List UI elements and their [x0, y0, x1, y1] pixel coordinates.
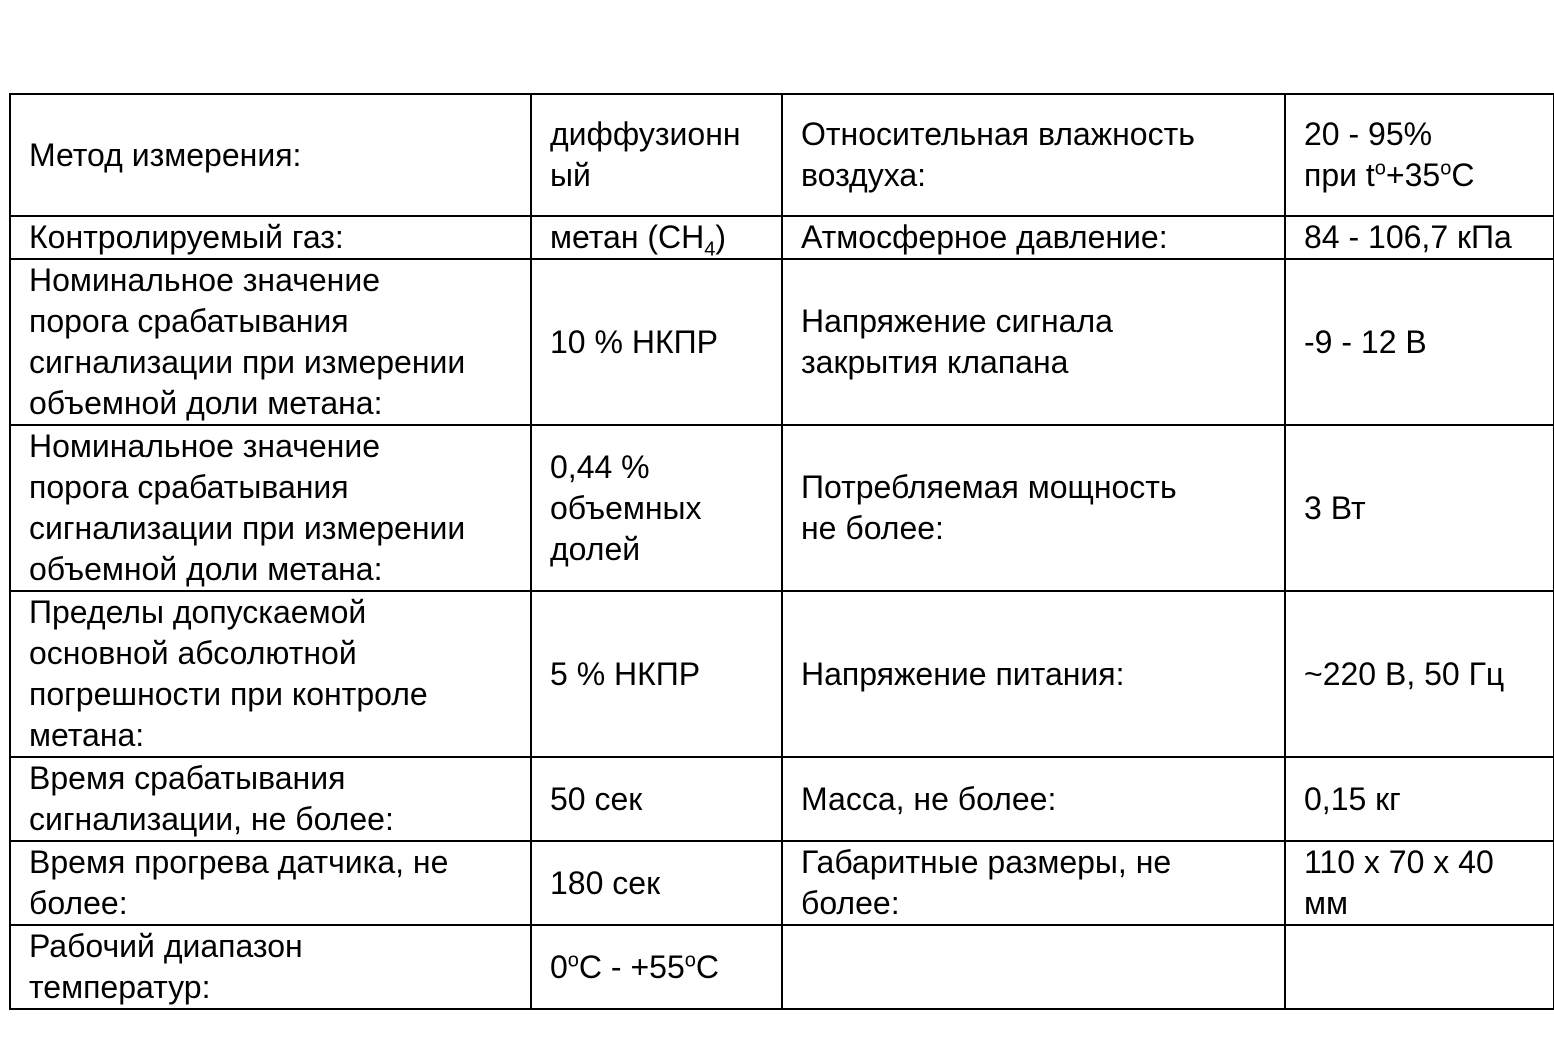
param-value-left: диффузионн ый [531, 94, 782, 216]
param-label-right: Потребляемая мощность не более: [782, 425, 1285, 591]
humidity-value: 20 - 95% при $t^o+35^oC$ [1304, 116, 1475, 193]
param-label-right: Напряжение сигнала закрытия клапана [782, 259, 1285, 425]
param-label-left: Метод измерения: [10, 94, 531, 216]
table-row [10, 757, 1554, 841]
param-label-left: Время срабатывания сигнализации, не более: [10, 757, 531, 841]
table-row [10, 925, 1554, 1009]
param-label-right: Напряжение питания: [782, 591, 1285, 757]
param-label-left: Рабочий диапазон температур: [10, 925, 531, 1009]
specifications-table [9, 93, 1554, 1010]
param-label-left: Номинальное значение порога срабатывания сигнализации при измерении объемной доли метана: [10, 425, 531, 591]
param-value-left: 180 сек [531, 841, 782, 925]
param-value-right: -9 - 12 В [1285, 259, 1554, 425]
param-label-right: Атмосферное давление: [782, 216, 1285, 259]
table-row [10, 841, 1554, 925]
param-label-left: Номинальное значение порога срабатывания сигнализации при измерении объемной доли метана: [10, 259, 531, 425]
param-label-left: Контролируемый газ: [10, 216, 531, 259]
param-label-right [782, 925, 1285, 1009]
gas-formula: метан $(CH_4)$ [550, 219, 727, 259]
param-label-right: Габаритные размеры, не более: [782, 841, 1285, 925]
table-row [10, 94, 1554, 216]
table-row [10, 425, 1554, 591]
param-value-right: 3 Вт [1285, 425, 1554, 591]
table-row [10, 591, 1554, 757]
param-value-right: 0,15 кг [1285, 757, 1554, 841]
param-value-right: 84 - 106,7 кПа [1285, 216, 1554, 259]
param-value-right: ~220 В, 50 Гц [1285, 591, 1554, 757]
param-value-left: 0,44 % объемных долей [531, 425, 782, 591]
temperature-range-value: $0^oC - +55^oC$ [550, 948, 719, 985]
table-row [10, 259, 1554, 425]
param-label-left: Пределы допускаемой основной абсолютной погрешности при контроле метана: [10, 591, 531, 757]
param-value-left [531, 216, 782, 259]
param-value-right [1285, 925, 1554, 1009]
param-label-left: Время прогрева датчика, не более: [10, 841, 531, 925]
param-value-left: 5 % НКПР [531, 591, 782, 757]
param-value-right: 110 x 70 x 40 мм [1285, 841, 1554, 925]
param-value-right [1285, 94, 1554, 216]
param-value-left [531, 925, 782, 1009]
param-value-left: 50 сек [531, 757, 782, 841]
param-label-right: Относительная влажность воздуха: [782, 94, 1285, 216]
table-row [10, 216, 1554, 259]
param-label-right: Масса, не более: [782, 757, 1285, 841]
param-value-left: 10 % НКПР [531, 259, 782, 425]
